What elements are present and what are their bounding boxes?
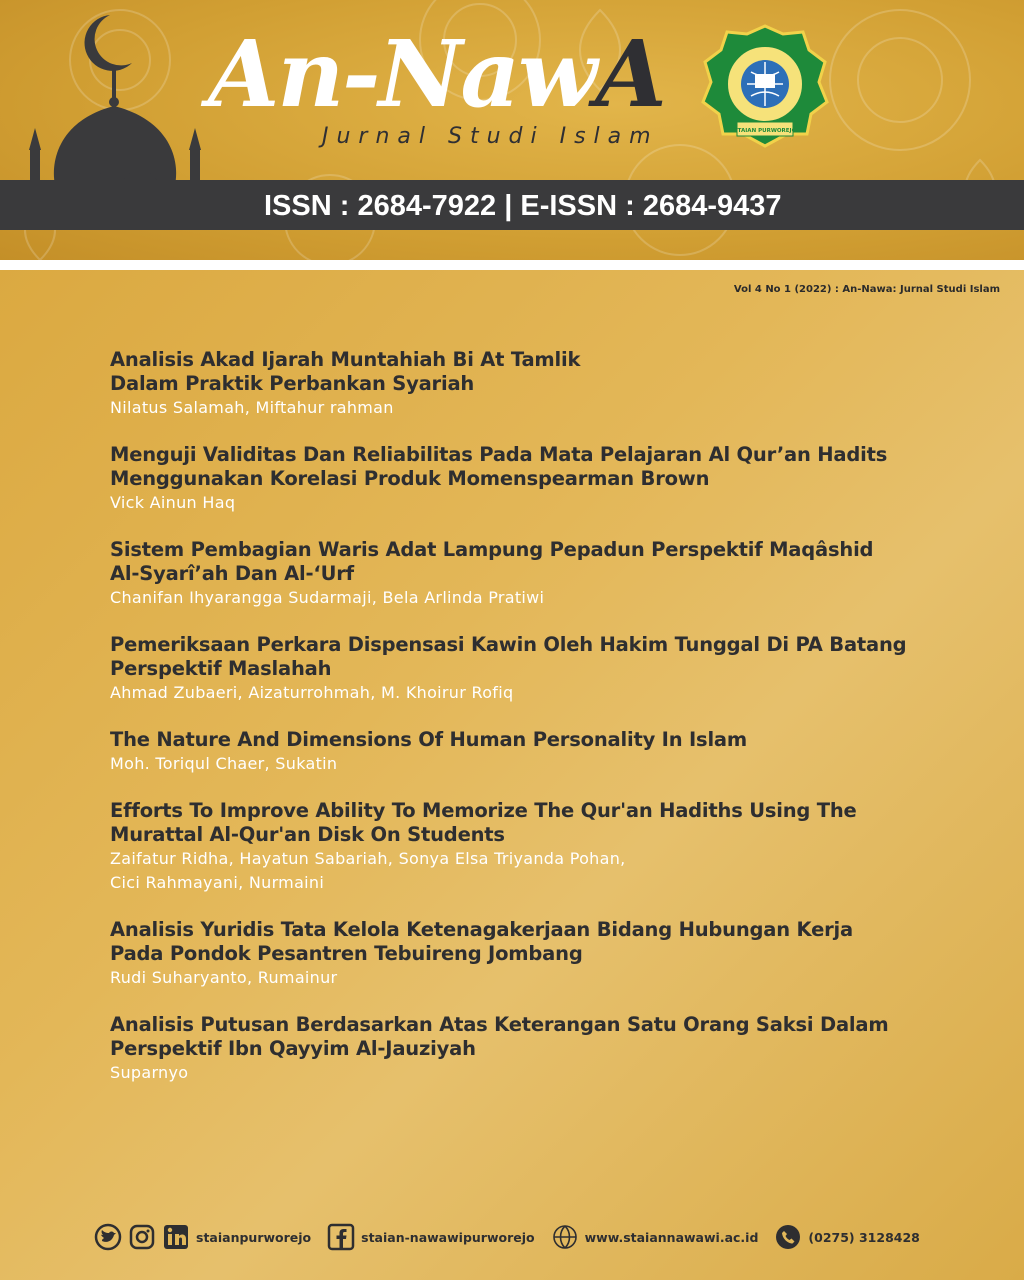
table-of-contents bbox=[110, 348, 990, 1108]
article-title-line: Menguji Validitas Dan Reliabilitas Pada Mata Pelajaran Al Qur’an Hadits bbox=[110, 443, 888, 466]
social-handle[interactable]: staianpurworejo bbox=[196, 1229, 312, 1245]
article-title-line: Pemeriksaan Perkara Dispensasi Kawin Oleh Hakim Tunggal Di PA Batang bbox=[110, 633, 907, 656]
article-title-line: Al-Syarî’ah Dan Al-‘Urf bbox=[110, 562, 354, 585]
linkedin-icon[interactable] bbox=[162, 1223, 190, 1251]
article-authors-line: Suparnyo bbox=[110, 1063, 189, 1082]
article-title[interactable] bbox=[110, 728, 990, 752]
emblem-badge-text: STAIAN PURWOREJO bbox=[733, 128, 797, 134]
article-entry[interactable] bbox=[110, 918, 990, 990]
article-title-line: Perspektif Ibn Qayyim Al-Jauziyah bbox=[110, 1037, 476, 1060]
article-authors bbox=[110, 752, 990, 776]
article-entry[interactable] bbox=[110, 538, 990, 610]
article-authors bbox=[110, 966, 990, 990]
article-authors-line: Cici Rahmayani, Nurmaini bbox=[110, 873, 325, 892]
article-entry[interactable] bbox=[110, 633, 990, 705]
journal-logo bbox=[208, 14, 678, 134]
institution-emblem-icon bbox=[697, 22, 833, 152]
article-title-line: Analisis Yuridis Tata Kelola Ketenagakerjaan Bidang Hubungan Kerja bbox=[110, 918, 853, 941]
article-authors-line: Rudi Suharyanto, Rumainur bbox=[110, 968, 338, 987]
phone-number: (0275) 3128428 bbox=[808, 1229, 920, 1245]
article-authors-line: Nilatus Salamah, Miftahur rahman bbox=[110, 398, 394, 417]
article-authors-line: Chanifan Ihyarangga Sudarmaji, Bela Arlinda Pratiwi bbox=[110, 588, 545, 607]
article-title[interactable] bbox=[110, 443, 990, 491]
instagram-icon[interactable] bbox=[128, 1223, 156, 1251]
phone-icon[interactable] bbox=[774, 1223, 802, 1251]
article-entry[interactable] bbox=[110, 1013, 990, 1085]
article-title-line: Pada Pondok Pesantren Tebuireng Jombang bbox=[110, 942, 583, 965]
article-authors-line: Vick Ainun Haq bbox=[110, 493, 236, 512]
article-entry[interactable] bbox=[110, 728, 990, 776]
article-title-line: Analisis Akad Ijarah Muntahiah Bi At Tamlik bbox=[110, 348, 581, 371]
article-title-line: Sistem Pembagian Waris Adat Lampung Pepadun Perspektif Maqâshid bbox=[110, 538, 874, 561]
article-entry[interactable] bbox=[110, 348, 990, 420]
article-title-line: Perspektif Maslahah bbox=[110, 657, 332, 680]
article-authors bbox=[110, 847, 990, 895]
article-authors bbox=[110, 491, 990, 515]
article-authors-line: Moh. Toriqul Chaer, Sukatin bbox=[110, 754, 338, 773]
article-title[interactable] bbox=[110, 633, 990, 681]
article-title-line: Analisis Putusan Berdasarkan Atas Keterangan Satu Orang Saksi Dalam bbox=[110, 1013, 889, 1036]
article-title-line: Dalam Praktik Perbankan Syariah bbox=[110, 372, 475, 395]
cover-header bbox=[0, 0, 1024, 260]
globe-icon[interactable] bbox=[551, 1223, 579, 1251]
article-entry[interactable] bbox=[110, 799, 990, 895]
facebook-icon[interactable] bbox=[327, 1223, 355, 1251]
article-title[interactable] bbox=[110, 918, 990, 966]
website-link[interactable]: www.staiannawawi.ac.id bbox=[584, 1229, 759, 1245]
article-title[interactable] bbox=[110, 1013, 990, 1061]
header-divider bbox=[0, 260, 1024, 270]
logo-text-main: An-Naw bbox=[208, 20, 596, 128]
contact-footer bbox=[94, 1220, 936, 1254]
article-authors-line: Ahmad Zubaeri, Aizaturrohmah, M. Khoirur Rofiq bbox=[110, 683, 514, 702]
article-title-line: Menggunakan Korelasi Produk Momenspearman Brown bbox=[110, 467, 710, 490]
facebook-handle[interactable]: staian-nawawipurworejo bbox=[361, 1229, 535, 1245]
article-title-line: Murattal Al-Qur'an Disk On Students bbox=[110, 823, 505, 846]
article-title[interactable] bbox=[110, 799, 990, 847]
article-authors bbox=[110, 1061, 990, 1085]
article-title[interactable] bbox=[110, 348, 990, 396]
issn-text: ISSN : 2684-7922 | E-ISSN : 2684-9437 bbox=[264, 190, 782, 222]
twitter-icon[interactable] bbox=[94, 1223, 122, 1251]
article-title[interactable] bbox=[110, 538, 990, 586]
logo-subtitle: Jurnal Studi Islam bbox=[322, 124, 659, 149]
article-authors bbox=[110, 396, 990, 420]
article-title-line: The Nature And Dimensions Of Human Personality In Islam bbox=[110, 728, 748, 751]
article-authors bbox=[110, 681, 990, 705]
article-authors bbox=[110, 586, 990, 610]
logo-text-end: A bbox=[595, 20, 665, 128]
volume-info: Vol 4 No 1 (2022) : An-Nawa: Jurnal Studi Islam bbox=[733, 284, 1000, 295]
article-title-line: Efforts To Improve Ability To Memorize The Qur'an Hadiths Using The bbox=[110, 799, 857, 822]
article-authors-line: Zaifatur Ridha, Hayatun Sabariah, Sonya Elsa Triyanda Pohan, bbox=[110, 849, 626, 868]
article-entry[interactable] bbox=[110, 443, 990, 515]
